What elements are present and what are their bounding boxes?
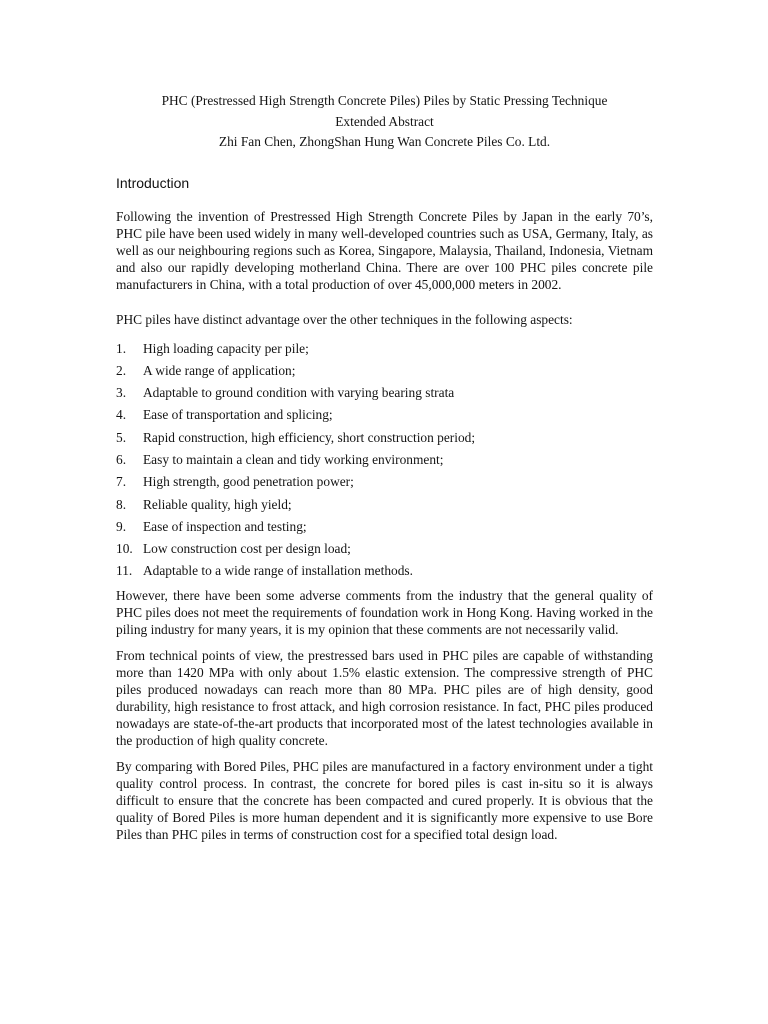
list-item-text: A wide range of application; bbox=[143, 362, 296, 378]
list-item-text: Adaptable to ground condition with varying bearing strata bbox=[143, 385, 455, 401]
list-item-number: 9. bbox=[116, 518, 127, 534]
list-item-number: 2. bbox=[116, 362, 127, 378]
document-body bbox=[116, 91, 653, 843]
list-item bbox=[116, 538, 653, 560]
document-author: Zhi Fan Chen, ZhongShan Hung Wan Concrete Piles Co. Ltd. bbox=[218, 134, 551, 149]
list-item bbox=[116, 449, 653, 471]
paragraph-advantages-lead: PHC piles have distinct advantage over the other techniques in the following aspects: bbox=[116, 311, 573, 327]
list-item-text: Reliable quality, high yield; bbox=[143, 496, 292, 512]
list-item bbox=[116, 494, 653, 516]
list-item bbox=[116, 404, 653, 426]
list-item bbox=[116, 427, 653, 449]
paragraph-intro: Following the invention of Prestressed High Strength Concrete Piles by Japan in the early 70’s, PHC pile have been used widely in many well-developed countries such as USA, Germany, Italy, as well as our neighbouring regions such as Korea, Singapore, Malaysia, Thailand, Indonesia, Vietnam and also our rapidly developing motherland China. There are over 100 PHC piles concrete pile manufacturers in China, with a total production of over 45,000,000 meters in 2002. bbox=[116, 208, 653, 292]
list-item bbox=[116, 560, 653, 582]
list-item-number: 3. bbox=[116, 385, 127, 401]
list-item-number: 6. bbox=[116, 451, 127, 467]
list-item-number: 7. bbox=[116, 474, 127, 490]
paragraph-bored-piles: By comparing with Bored Piles, PHC piles are manufactured in a factory environment under a tight quality control process. In contrast, the concrete for bored piles is cast in-situ so it is always difficult to ensure that the concrete has been compacted and cured properly. It is obvious that the quality of Bored Piles is more human dependent and it is significantly more expensive to use Bore Piles than PHC piles in terms of construction cost for a specified total design load. bbox=[116, 758, 653, 842]
list-item bbox=[116, 360, 653, 382]
list-item-number: 11. bbox=[116, 563, 133, 579]
list-item-text: Low construction cost per design load; bbox=[143, 541, 351, 557]
list-item-number: 1. bbox=[116, 340, 127, 356]
advantages-list bbox=[116, 338, 653, 583]
list-item-text: High loading capacity per pile; bbox=[143, 340, 309, 356]
paragraph-comments: However, there have been some adverse comments from the industry that the general quality of PHC piles does not meet the requirements of foundation work in Hong Kong. Having worked in the piling industry for many years, it is my opinion that these comments are not necessarily valid. bbox=[116, 587, 653, 637]
list-item-number: 4. bbox=[116, 407, 127, 423]
list-item-text: High strength, good penetration power; bbox=[143, 474, 354, 490]
title-block bbox=[116, 91, 653, 153]
list-item-number: 10. bbox=[116, 541, 133, 557]
document-subtitle: Extended Abstract bbox=[335, 113, 434, 129]
list-item-text: Easy to maintain a clean and tidy working environment; bbox=[143, 451, 444, 467]
list-item bbox=[116, 516, 653, 538]
list-item-number: 8. bbox=[116, 496, 127, 512]
list-item-text: Ease of transportation and splicing; bbox=[143, 407, 333, 423]
section-heading-introduction: Introduction bbox=[116, 174, 190, 191]
list-item-text: Rapid construction, high efficiency, short construction period; bbox=[143, 429, 476, 445]
list-item bbox=[116, 338, 653, 360]
list-item-number: 5. bbox=[116, 429, 127, 445]
list-item bbox=[116, 471, 653, 493]
list-item-text: Adaptable to a wide range of installation methods. bbox=[143, 563, 413, 579]
document-title: PHC (Prestressed High Strength Concrete Piles) Piles by Static Pressing Technique bbox=[161, 93, 608, 108]
list-item bbox=[116, 382, 653, 404]
list-item-text: Ease of inspection and testing; bbox=[143, 518, 307, 534]
paragraph-technical: From technical points of view, the prestressed bars used in PHC piles are capable of withstanding more than 1420 MPa with only about 1.5% elastic extension. The compressive strength of PHC piles produced nowadays can reach more than 80 MPa. PHC piles are of high density, good durability, high resistance to frost attack, and high corrosion resistance. In fact, PHC piles produced nowadays are state-of-the-art products that incorporated most of the latest technologies available in the production of high quality concrete. bbox=[116, 647, 653, 748]
